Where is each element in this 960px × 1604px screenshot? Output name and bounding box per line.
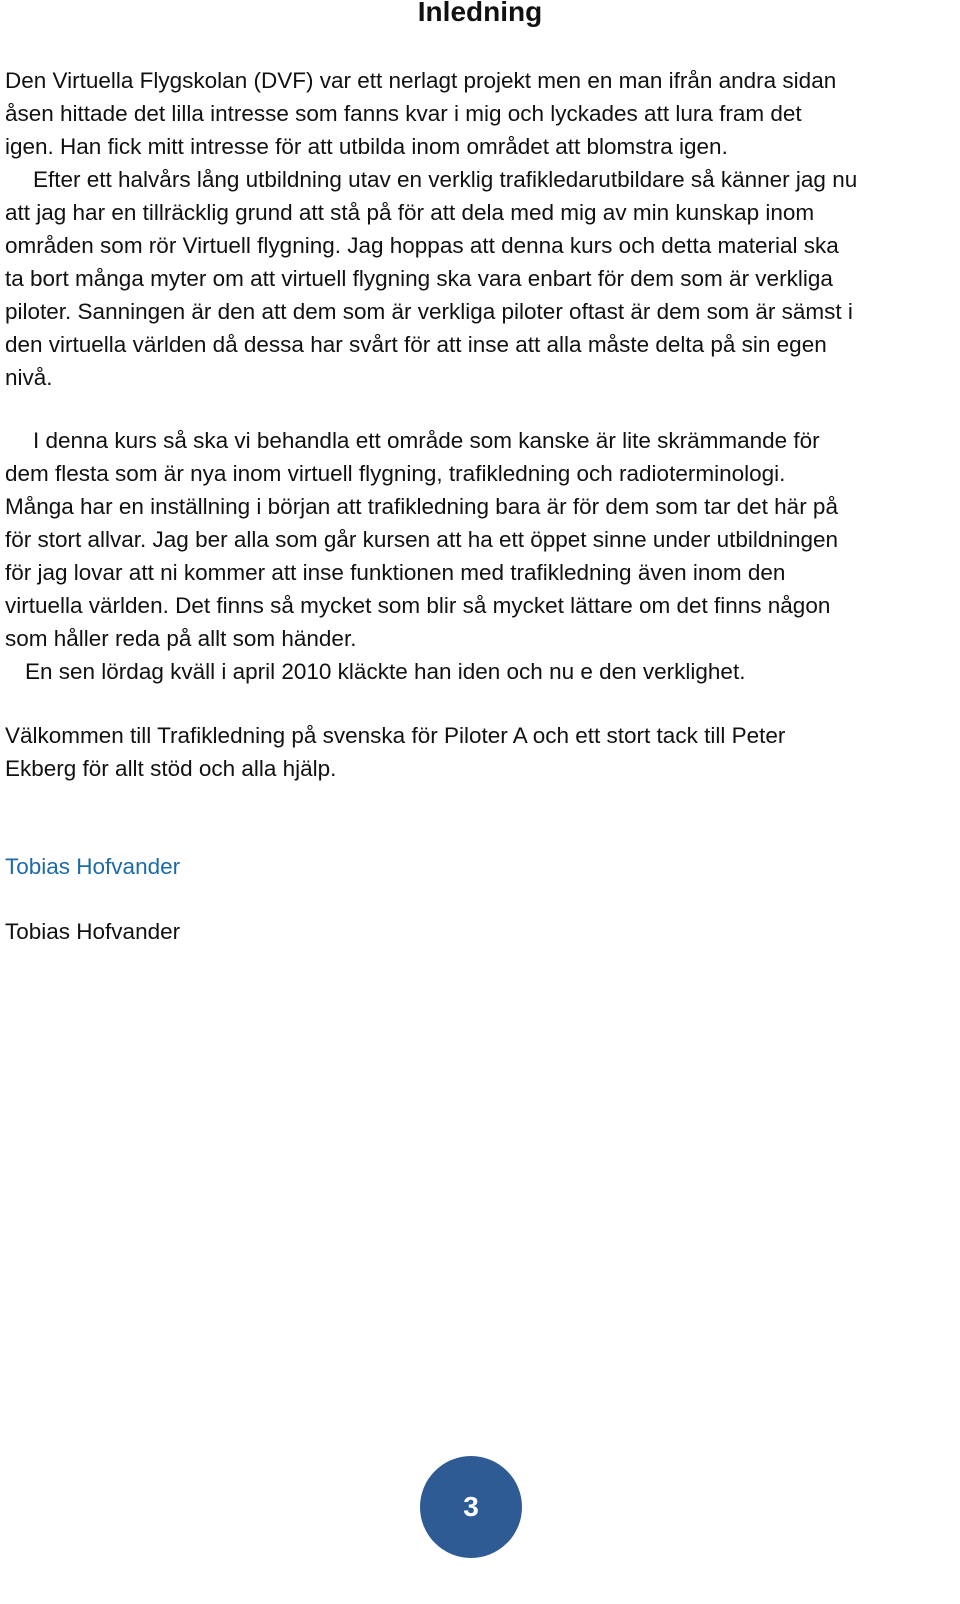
text-line: En sen lördag kväll i april 2010 kläckte han iden och nu e den verklighet. <box>25 659 746 684</box>
text-line: nivå. <box>5 365 53 390</box>
intro-paragraph-2 <box>5 424 945 688</box>
intro-paragraph-1 <box>5 64 945 394</box>
text-line: Ekberg för allt stöd och alla hjälp. <box>5 756 337 781</box>
text-line: åsen hittade det lilla intresse som fanns kvar i mig och lyckades att lura fram det <box>5 101 802 126</box>
text-line: Många har en inställning i början att trafikledning bara är för dem som tar det här på <box>5 494 838 519</box>
signature-name: Tobias Hofvander <box>5 919 181 944</box>
text-line: I denna kurs så ska vi behandla ett område som kanske är lite skrämmande för <box>33 428 820 453</box>
text-line: igen. Han fick mitt intresse för att utbilda inom området att blomstra igen. <box>5 134 728 159</box>
text-line: piloter. Sanningen är den att dem som är verkliga piloter oftast är dem som är sämst i <box>5 299 853 324</box>
text-line: för jag lovar att ni kommer att inse funktionen med trafikledning även inom den <box>5 560 786 585</box>
text-line: Den Virtuella Flygskolan (DVF) var ett nerlagt projekt men en man ifrån andra sidan <box>5 68 837 93</box>
text-line: ta bort många myter om att virtuell flygning ska vara enbart för dem som är verkliga <box>5 266 833 291</box>
text-line: områden som rör Virtuell flygning. Jag hoppas att denna kurs och detta material ska <box>5 233 839 258</box>
text-line: virtuella världen. Det finns så mycket som blir så mycket lättare om det finns någon <box>5 593 831 618</box>
text-line: den virtuella världen då dessa har svårt för att inse att alla måste delta på sin egen <box>5 332 827 357</box>
page-number-badge <box>420 1456 522 1558</box>
welcome-paragraph <box>5 719 945 785</box>
text-line: Efter ett halvårs lång utbildning utav en verklig trafikledarutbildare så känner jag nu <box>33 167 858 192</box>
page-number: 3 <box>463 1491 479 1522</box>
text-line: för stort allvar. Jag ber alla som går kursen att ha ett öppet sinne under utbildningen <box>5 527 838 552</box>
text-line: att jag har en tillräcklig grund att stå på för att dela med mig av min kunskap inom <box>5 200 815 225</box>
text-line: dem flesta som är nya inom virtuell flygning, trafikledning och radioterminologi. <box>5 461 786 486</box>
page-title: Inledning <box>417 0 543 27</box>
text-line: Välkommen till Trafikledning på svenska för Piloter A och ett stort tack till Peter <box>5 723 786 748</box>
text-line: som håller reda på allt som händer. <box>5 626 357 651</box>
signature-link[interactable]: Tobias Hofvander <box>5 854 181 879</box>
